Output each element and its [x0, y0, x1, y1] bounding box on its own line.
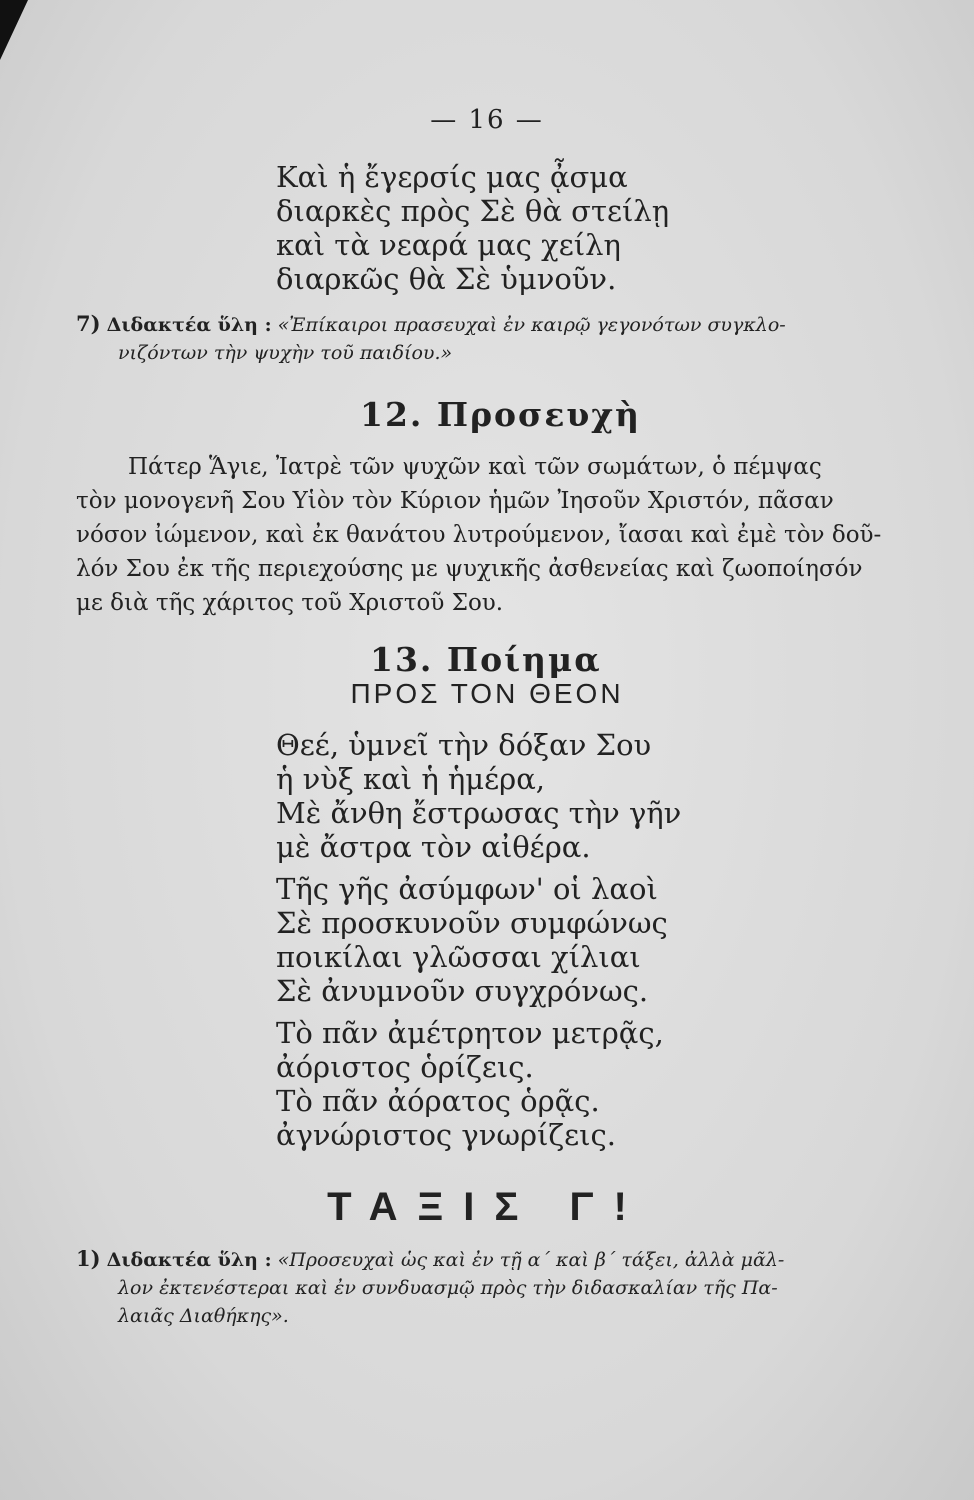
dark-corner [0, 0, 28, 60]
prayer-line: με διὰ τῆς χάριτος τοῦ Χριστοῦ Σου. [76, 590, 504, 616]
note-number: 7) [76, 311, 101, 336]
note-1 [76, 1245, 784, 1330]
note-7 [76, 310, 786, 367]
poem-line: ποικίλαι γλῶσσαι χίλιαι [276, 940, 641, 974]
poem-title: ΠΡΟΣ ΤΟΝ ΘΕΟΝ [350, 678, 624, 709]
poem-stanza-3 [276, 1016, 664, 1152]
poem-line: Σὲ ἀνυμνοῦν συγχρόνως. [276, 974, 649, 1008]
poem-line: Θεέ, ὑμνεῖ τὴν δόξαν Σου [276, 728, 652, 762]
note-number: 1) [76, 1246, 101, 1271]
note-text: νιζόντων τὴν ψυχὴν τοῦ παιδίου.» [118, 342, 453, 364]
section-12-heading: 12. Προσευχὴ [360, 395, 642, 434]
poem-line: μὲ ἄστρα τὸν αἰθέρα. [276, 830, 591, 864]
poem-line: Μὲ ἄνθη ἔστρωσας τὴν γῆν [276, 796, 682, 830]
prayer-text [76, 450, 946, 620]
poem-line: Τὸ πᾶν ἀόρατος ὁρᾷς. [276, 1084, 600, 1118]
poem-line: ἀόριστος ὁρίζεις. [276, 1050, 534, 1084]
note-text: λον ἐκτενέστεραι καὶ ἐν συνδυασμῷ πρὸς τὴν διδασκαλίαν τῆς Πα- [118, 1277, 778, 1299]
poem-stanza-1 [276, 728, 681, 864]
prayer-line: τὸν μονογενῆ Σου Υἱὸν τὸν Κύριον ἡμῶν Ἰησοῦν Χριστόν, πᾶσαν [76, 488, 834, 514]
prayer-line: νόσον ἰώμενον, καὶ ἐκ θανάτου λυτρούμενον, ἴασαι καὶ ἐμὲ τὸν δοῦ- [76, 522, 882, 548]
stanza-line: διαρκῶς θὰ Σὲ ὑμνοῦν. [276, 262, 617, 296]
poem-line: ἡ νὺξ καὶ ἡ ἡμέρα, [276, 762, 546, 796]
prayer-line: λόν Σου ἐκ τῆς περιεχούσης με ψυχικῆς ἀσθενείας καὶ ζωοποίησόν [76, 556, 863, 582]
stanza-top [276, 160, 669, 296]
note-text: «Προσευχαὶ ὡς καὶ ἐν τῇ α΄ καὶ β΄ τάξει, ἀλλὰ μᾶλ- [277, 1249, 785, 1271]
note-label: Διδακτέα ὕλη : [106, 1249, 272, 1271]
poem-stanza-2 [276, 872, 668, 1008]
poem-line: Σὲ προσκυνοῦν συμφώνως [276, 906, 668, 940]
poem-line: ἀγνώριστος γνωρίζεις. [276, 1118, 616, 1152]
stanza-line: διαρκὲς πρὸς Σὲ θὰ στείλῃ [276, 194, 670, 228]
prayer-line: Πάτερ Ἅγιε, Ἰατρὲ τῶν ψυχῶν καὶ τῶν σωμάτων, ὁ πέμψας [128, 454, 822, 480]
page-number: — 16 — [430, 105, 544, 135]
stanza-line: Καὶ ἡ ἔγερσίς μας ᾆσμα [276, 160, 628, 194]
poem-line: Τῆς γῆς ἀσύμφων' οἱ λαοὶ [276, 872, 658, 906]
section-13-heading: 13. Ποίημα [370, 640, 602, 679]
poem-line: Τὸ πᾶν ἀμέτρητον μετρᾷς, [276, 1016, 664, 1050]
class-heading: ΤΑΞΙΣ Γ! [327, 1185, 647, 1229]
note-label: Διδακτέα ὕλη : [106, 314, 272, 336]
stanza-line: καὶ τὰ νεαρά μας χείλη [276, 228, 621, 262]
note-text: λαιᾶς Διαθήκης». [118, 1305, 289, 1327]
note-text: «Ἐπίκαιροι πρασευχαὶ ἐν καιρῷ γεγονότων συγκλο- [277, 314, 786, 336]
